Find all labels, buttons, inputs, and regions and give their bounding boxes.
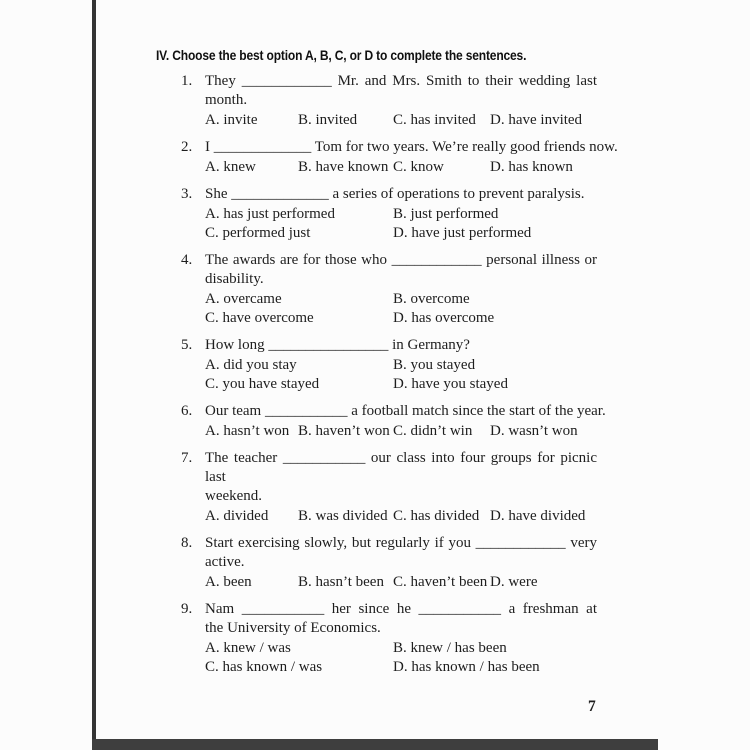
question-5-body [205, 336, 597, 394]
question-6-option-a: A. hasn’t won [205, 423, 290, 439]
question-5-option-a: A. did you stay [205, 357, 297, 373]
question-8 [156, 534, 597, 592]
question-6 [156, 402, 606, 441]
question-8-number: 8. [181, 535, 193, 551]
question-7-body [205, 449, 597, 526]
question-5-number: 5. [181, 337, 193, 353]
question-9-option-c: C. has known / was [205, 659, 323, 675]
question-7-option-b: B. was divided [298, 508, 388, 524]
question-3-option-c: C. performed just [205, 225, 311, 241]
question-2-option-d: D. has known [490, 159, 573, 175]
book-spine-edge [92, 0, 96, 739]
question-7-option-c: C. has divided [393, 508, 480, 524]
question-2 [156, 138, 618, 177]
question-1-option-b: B. invited [298, 112, 358, 128]
page-number: 7 [588, 698, 596, 715]
question-6-number: 6. [181, 403, 193, 419]
question-3-option-b: B. just performed [393, 206, 499, 222]
section-title: IV. Choose the best option A, B, C, or D to complete the sentences. [156, 47, 527, 63]
question-6-sentence-line-1: Our team ___________ a football match since the start of the year. [205, 403, 606, 419]
question-1-sentence-line-2: month. [205, 92, 248, 108]
question-1-option-c: C. has invited [393, 112, 476, 128]
question-6-body [205, 402, 606, 441]
question-2-option-a: A. knew [205, 159, 256, 175]
question-1 [156, 72, 597, 130]
question-7-option-a: A. divided [205, 508, 269, 524]
question-4-option-a: A. overcame [205, 291, 282, 307]
question-7-option-d: D. have divided [490, 508, 586, 524]
question-8-option-b: B. hasn’t been [298, 574, 384, 590]
question-6-option-b: B. haven’t won [298, 423, 390, 439]
question-4-options [205, 290, 597, 328]
question-4-number: 4. [181, 252, 193, 268]
question-4-option-d: D. has overcome [393, 310, 495, 326]
question-2-body [205, 138, 618, 177]
question-9-number: 9. [181, 601, 193, 617]
question-2-options [205, 158, 597, 177]
question-3-number: 3. [181, 186, 193, 202]
question-8-option-c: C. haven’t been [393, 574, 488, 590]
question-2-number: 2. [181, 139, 193, 155]
question-5-option-b: B. you stayed [393, 357, 476, 373]
question-2-option-c: C. know [393, 159, 444, 175]
question-4-option-c: C. have overcome [205, 310, 314, 326]
question-8-body [205, 534, 597, 592]
question-6-options [205, 422, 597, 441]
question-6-option-c: C. didn’t win [393, 423, 473, 439]
question-5-option-c: C. you have stayed [205, 376, 320, 392]
question-8-sentence-line-2: active. [205, 554, 245, 570]
question-9-option-a: A. knew / was [205, 640, 291, 656]
question-5-option-d: D. have you stayed [393, 376, 508, 392]
question-1-options [205, 111, 597, 130]
question-3-body [205, 185, 597, 243]
question-8-sentence-line-1: Start exercising slowly, but regularly if you ____________ very [205, 535, 597, 551]
question-3-options [205, 205, 597, 243]
question-3-option-d: D. have just performed [393, 225, 532, 241]
question-4-option-b: B. overcome [393, 291, 470, 307]
question-1-number: 1. [181, 73, 193, 89]
question-9 [156, 600, 597, 677]
question-3-sentence-line-1: She _____________ a series of operations to prevent paralysis. [205, 186, 585, 202]
question-7-options [205, 507, 597, 526]
question-4 [156, 251, 597, 328]
question-1-option-a: A. invite [205, 112, 258, 128]
question-7 [156, 449, 597, 526]
question-8-option-a: A. been [205, 574, 252, 590]
question-2-sentence-line-1: I _____________ Tom for two years. We’re really good friends now. [205, 139, 618, 155]
question-4-sentence-line-1: The awards are for those who ____________ personal illness or [205, 252, 597, 268]
question-7-sentence-line-1: The teacher ___________ our class into four groups for picnic last [205, 450, 597, 485]
question-9-sentence-line-1: Nam ___________ her since he ___________ a freshman at [205, 601, 597, 617]
question-3 [156, 185, 597, 243]
question-4-body [205, 251, 597, 328]
question-5-sentence-line-1: How long ________________ in Germany? [205, 337, 470, 353]
question-7-sentence-line-2: weekend. [205, 488, 263, 504]
question-7-number: 7. [181, 450, 193, 466]
question-6-option-d: D. wasn’t won [490, 423, 578, 439]
question-8-option-d: D. were [490, 574, 538, 590]
question-8-options [205, 573, 597, 592]
question-1-body [205, 72, 597, 130]
question-9-option-d: D. has known / has been [393, 659, 540, 675]
page-bottom-edge [92, 739, 658, 750]
question-9-sentence-line-2: the University of Economics. [205, 620, 381, 636]
question-9-options [205, 639, 597, 677]
question-1-option-d: D. have invited [490, 112, 583, 128]
exercise-page-content [156, 46, 618, 677]
question-3-option-a: A. has just performed [205, 206, 335, 222]
question-1-sentence-line-1: They ____________ Mr. and Mrs. Smith to their wedding last [205, 73, 597, 89]
question-9-option-b: B. knew / has been [393, 640, 507, 656]
question-2-option-b: B. have known [298, 159, 389, 175]
question-9-body [205, 600, 597, 677]
question-5 [156, 336, 597, 394]
question-4-sentence-line-2: disability. [205, 271, 264, 287]
question-5-options [205, 356, 597, 394]
